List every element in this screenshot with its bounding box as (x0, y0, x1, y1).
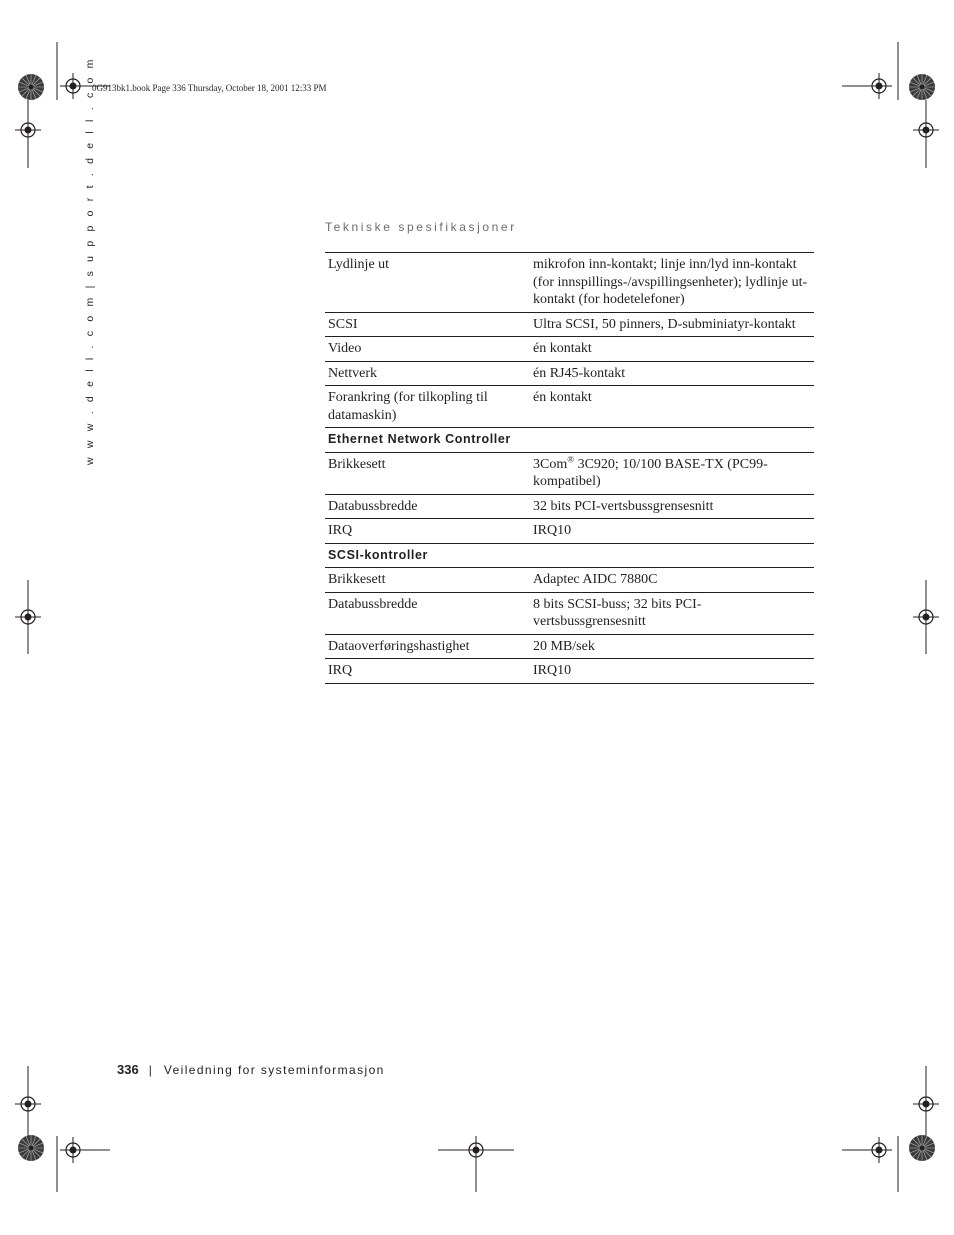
table-row (325, 361, 814, 386)
row-value: IRQ10 (530, 519, 814, 544)
row-label: Lydlinje ut (325, 253, 530, 313)
table-row (325, 659, 814, 684)
sidebar-url: w w w . d e l l . c o m | s u p p o r t . d e l l . c o m (84, 56, 96, 465)
row-value: én kontakt (530, 337, 814, 362)
table-section-heading (325, 543, 814, 568)
table-section-heading (325, 428, 814, 453)
spec-table (325, 252, 814, 684)
row-label: Brikkesett (325, 452, 530, 494)
guide-title: Veiledning for systeminformasjon (163, 1063, 385, 1077)
table-row (325, 386, 814, 428)
table-row (325, 568, 814, 593)
row-value: én RJ45-kontakt (530, 361, 814, 386)
row-value: Ultra SCSI, 50 pinners, D-subminiatyr-kontakt (530, 312, 814, 337)
section-heading-scsi: SCSI-kontroller (325, 543, 814, 568)
row-label: SCSI (325, 312, 530, 337)
row-label: Forankring (for tilkopling til datamaskin) (325, 386, 530, 428)
row-value: 8 bits SCSI-buss; 32 bits PCI-vertsbussgrensesnitt (530, 592, 814, 634)
table-row (325, 253, 814, 313)
row-value: IRQ10 (530, 659, 814, 684)
value-suffix: 3C920; 10/100 BASE-TX (PC99-kompatibel) (533, 456, 768, 489)
row-label: Brikkesett (325, 568, 530, 593)
registered-mark: ® (567, 453, 575, 464)
row-value: 32 bits PCI-vertsbussgrensesnitt (530, 494, 814, 519)
table-row (325, 494, 814, 519)
table-row (325, 337, 814, 362)
row-label: Dataoverføringshastighet (325, 634, 530, 659)
row-label: Databussbredde (325, 494, 530, 519)
section-heading-ethernet: Ethernet Network Controller (325, 428, 814, 453)
page-footer (117, 1062, 385, 1077)
row-value: mikrofon inn-kontakt; linje inn/lyd inn-kontakt (for innspillings-/avspillingsenheter); lydlinje ut-kontakt (for hodetelefoner) (530, 253, 814, 313)
row-value (530, 452, 814, 494)
row-label: Nettverk (325, 361, 530, 386)
row-value: én kontakt (530, 386, 814, 428)
row-label: IRQ (325, 519, 530, 544)
row-label: Video (325, 337, 530, 362)
table-row (325, 634, 814, 659)
table-row (325, 592, 814, 634)
value-prefix: 3Com (533, 456, 568, 472)
table-row (325, 519, 814, 544)
page-number: 336 (117, 1062, 139, 1077)
print-slug: 0G913bk1.book Page 336 Thursday, October 18, 2001 12:33 PM (92, 83, 327, 93)
row-value: Adaptec AIDC 7880C (530, 568, 814, 593)
row-label: Databussbredde (325, 592, 530, 634)
table-row (325, 452, 814, 494)
row-value: 20 MB/sek (530, 634, 814, 659)
table-row (325, 312, 814, 337)
section-title: Tekniske spesifikasjoner (325, 220, 517, 234)
row-label: IRQ (325, 659, 530, 684)
footer-separator: | (148, 1063, 152, 1077)
